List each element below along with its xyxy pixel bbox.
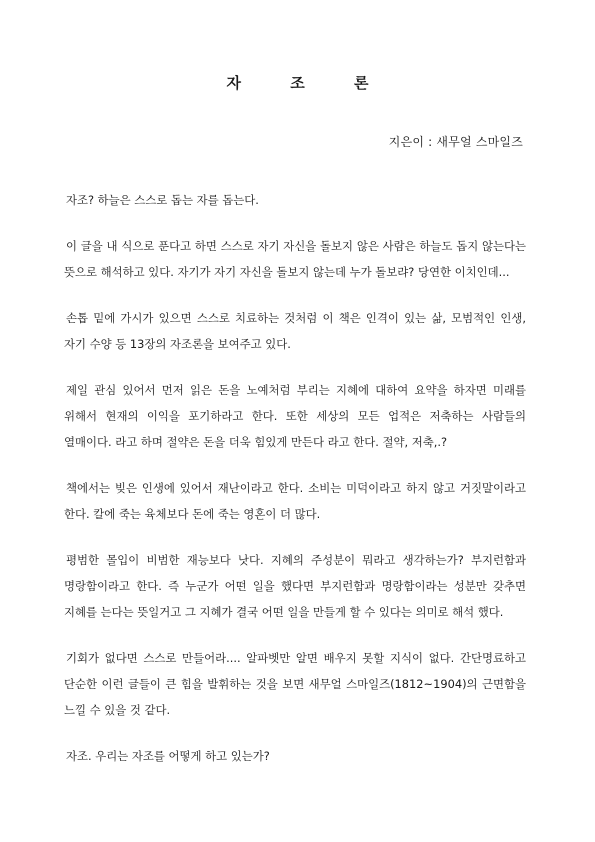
paragraph: 자조. 우리는 자조를 어떻게 하고 있는가?	[66, 749, 270, 763]
paragraph: 이 글을 내 식으로 푼다고 하면 스스로 자기 자신을 돌보지 않은 사람은 하늘도 돕지 않는다는 뜻으로 해석하고 있다. 자기가 자기 자신을 돌보지 않는데 누가 돌보랴? 당연한 이치인데...	[64, 239, 526, 279]
paragraph: 손톱 밑에 가시가 있으면 스스로 치료하는 것처럼 이 책은 인격이 있는 삶, 모범적인 인생, 자기 수양 등 13장의 자조론을 보여주고 있다.	[64, 311, 526, 351]
document-body	[64, 187, 526, 789]
paragraph: 자조? 하늘은 스스로 돕는 자를 돕는다.	[66, 193, 259, 207]
paragraph: 기회가 없다면 스스로 만들어라.... 알파벳만 알면 배우지 못할 지식이 없다. 간단명료하고 단순한 이런 글들이 큰 힘을 발휘하는 것을 보면 새무얼 스마일즈(1812~1904)의 근면함을 느낄 수 있을 것 같다.	[64, 651, 526, 717]
paragraph: 제일 관심 있어서 먼저 읽은 돈을 노예처럼 부리는 지혜에 대하여 요약을 하자면 미래를 위해서 현재의 이익을 포기하라고 한다. 또한 세상의 모든 업적은 저축하는 사람들의 열매이다. 라고 하며 절약은 돈을 더욱 힘있게 만든다 라고 한다. 절약, 저축,.?	[64, 383, 526, 449]
document-title: 자 조 론	[226, 74, 391, 92]
author-line: 지은이 : 새무얼 스마일즈	[388, 135, 523, 149]
paragraph: 책에서는 빚은 인생에 있어서 재난이라고 한다. 소비는 미덕이라고 하지 않고 거짓말이라고 한다. 칼에 죽는 육체보다 돈에 죽는 영혼이 더 많다.	[64, 481, 526, 521]
paragraph: 평범한 몰입이 비범한 재능보다 낫다. 지혜의 주성분이 뭐라고 생각하는가? 부지런함과 명랑함이라고 한다. 즉 누군가 어떤 일을 했다면 부지런함과 명랑함이라는 성분만 갖추면 지혜를 는다는 뜻일거고 그 지혜가 결국 어떤 일을 만들게 할 수 있다는 의미로 해석 했다.	[64, 553, 526, 619]
